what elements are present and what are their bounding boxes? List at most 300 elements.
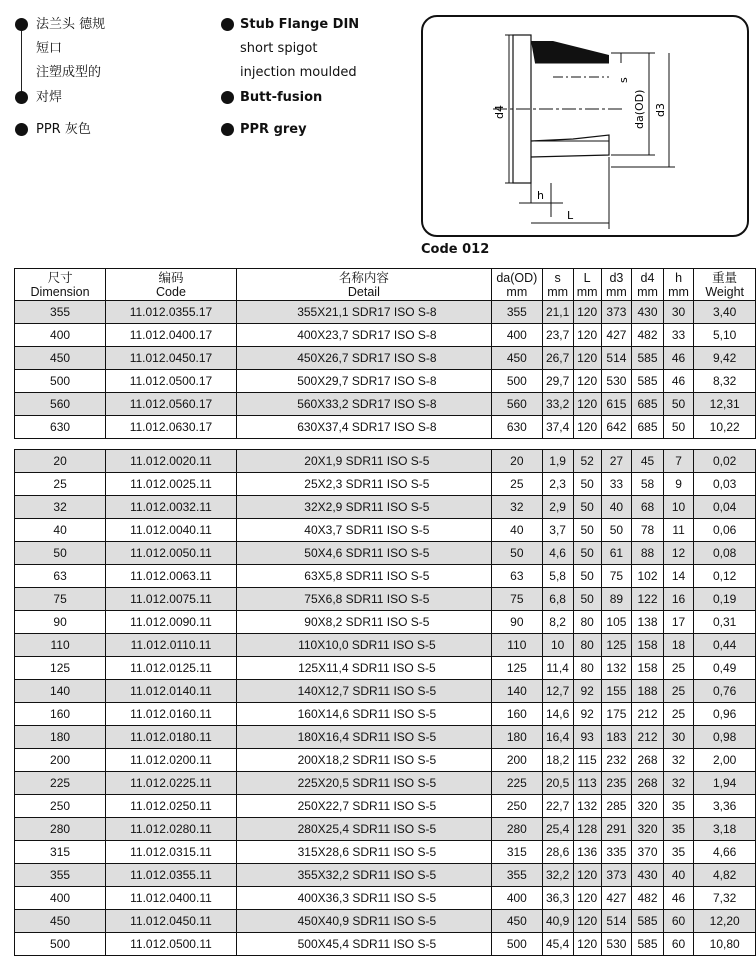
table-cell: 11.012.0400.17 (106, 324, 237, 347)
column-header (601, 269, 632, 301)
table-cell: 400X23,7 SDR17 ISO S-8 (236, 324, 491, 347)
bullet-dot (15, 91, 28, 104)
table-cell: 128 (573, 818, 601, 841)
table-cell: 500 (492, 370, 543, 393)
spec-table-body (15, 301, 756, 956)
table-row (15, 393, 756, 416)
table-cell: 120 (573, 933, 601, 956)
table-cell: 400 (15, 324, 106, 347)
table-cell: 6,8 (542, 588, 573, 611)
table-cell: 27 (601, 450, 632, 473)
table-row (15, 542, 756, 565)
table-cell: 11.012.0355.11 (106, 864, 237, 887)
table-cell: 373 (601, 301, 632, 324)
table-cell: 45 (632, 450, 663, 473)
bullet-dot (221, 91, 234, 104)
table-cell: 3,40 (694, 301, 756, 324)
table-cell: 40 (601, 496, 632, 519)
table-cell: 33 (601, 473, 632, 496)
table-row (15, 657, 756, 680)
table-cell: 1,9 (542, 450, 573, 473)
table-cell: 110X10,0 SDR11 ISO S-5 (236, 634, 491, 657)
table-cell: 268 (632, 749, 663, 772)
table-cell: 92 (573, 703, 601, 726)
table-cell: 120 (573, 393, 601, 416)
table-cell: 11.012.0032.11 (106, 496, 237, 519)
table-cell: 482 (632, 324, 663, 347)
column-header (663, 269, 694, 301)
table-cell: 90X8,2 SDR11 ISO S-5 (236, 611, 491, 634)
bullet-dot (15, 123, 28, 136)
table-cell: 370 (632, 841, 663, 864)
table-cell: 125 (601, 634, 632, 657)
header-en-line: short spigot (240, 41, 318, 56)
table-cell: 17 (663, 611, 694, 634)
spec-table-header (15, 269, 756, 301)
column-header (15, 269, 106, 301)
table-cell: 11.012.0250.11 (106, 795, 237, 818)
table-cell: 585 (632, 933, 663, 956)
table-cell: 14 (663, 565, 694, 588)
table-cell: 285 (601, 795, 632, 818)
column-header-line: Dimension (30, 284, 90, 299)
table-cell: 0,08 (694, 542, 756, 565)
table-cell: 11,4 (542, 657, 573, 680)
table-cell: 25 (663, 703, 694, 726)
table-cell: 1,94 (694, 772, 756, 795)
table-row (15, 347, 756, 370)
table-cell: 23,7 (542, 324, 573, 347)
table-cell: 40 (492, 519, 543, 542)
table-cell: 155 (601, 680, 632, 703)
table-cell: 36,3 (542, 887, 573, 910)
table-cell: 500X45,4 SDR11 ISO S-5 (236, 933, 491, 956)
table-cell: 175 (601, 703, 632, 726)
header-zh-line: 注塑成型的 (36, 65, 102, 80)
table-cell: 25 (663, 680, 694, 703)
table-cell: 10,80 (694, 933, 756, 956)
table-cell: 16,4 (542, 726, 573, 749)
table-cell: 225 (15, 772, 106, 795)
table-cell: 33 (663, 324, 694, 347)
table-cell: 0,76 (694, 680, 756, 703)
table-cell: 11.012.0500.11 (106, 933, 237, 956)
table-row (15, 795, 756, 818)
table-row (15, 301, 756, 324)
table-cell: 63 (492, 565, 543, 588)
table-row (15, 726, 756, 749)
table-cell: 25 (15, 473, 106, 496)
table-cell: 3,36 (694, 795, 756, 818)
table-cell: 26,7 (542, 347, 573, 370)
table-cell: 90 (492, 611, 543, 634)
table-cell: 61 (601, 542, 632, 565)
table-cell: 10 (663, 496, 694, 519)
header-zh-line: PPR 灰色 (36, 122, 91, 137)
table-cell: 120 (573, 370, 601, 393)
table-cell: 11.012.0040.11 (106, 519, 237, 542)
table-cell: 0,03 (694, 473, 756, 496)
table-cell: 514 (601, 347, 632, 370)
table-row (15, 588, 756, 611)
bullet-dot (221, 123, 234, 136)
table-cell: 235 (601, 772, 632, 795)
table-cell: 88 (632, 542, 663, 565)
table-cell: 315X28,6 SDR11 ISO S-5 (236, 841, 491, 864)
table-cell: 250X22,7 SDR11 ISO S-5 (236, 795, 491, 818)
technical-drawing (421, 15, 749, 237)
table-cell: 320 (632, 795, 663, 818)
table-cell: 0,49 (694, 657, 756, 680)
table-cell: 20 (15, 450, 106, 473)
table-cell: 46 (663, 347, 694, 370)
table-cell: 4,6 (542, 542, 573, 565)
table-cell: 500 (492, 933, 543, 956)
table-cell: 11.012.0075.11 (106, 588, 237, 611)
table-cell: 0,02 (694, 450, 756, 473)
table-cell: 32 (663, 772, 694, 795)
table-cell: 78 (632, 519, 663, 542)
label-d4: d4 (493, 105, 506, 119)
table-cell: 615 (601, 393, 632, 416)
table-cell: 40 (15, 519, 106, 542)
table-row (15, 496, 756, 519)
flange-drawing (423, 17, 747, 235)
column-header-line: mm (506, 284, 528, 299)
table-cell: 560X33,2 SDR17 ISO S-8 (236, 393, 491, 416)
table-cell: 50 (573, 473, 601, 496)
column-header-line: d3 (609, 270, 624, 285)
table-cell: 60 (663, 933, 694, 956)
header-en-line: PPR grey (240, 122, 307, 137)
table-cell: 122 (632, 588, 663, 611)
table-cell: 11.012.0315.11 (106, 841, 237, 864)
table-cell: 280 (492, 818, 543, 841)
table-cell: 642 (601, 416, 632, 439)
table-cell: 110 (15, 634, 106, 657)
table-cell: 50 (573, 542, 601, 565)
table-cell: 335 (601, 841, 632, 864)
table-cell: 50 (573, 519, 601, 542)
table-cell: 158 (632, 634, 663, 657)
table-cell: 160X14,6 SDR11 ISO S-5 (236, 703, 491, 726)
table-row (15, 473, 756, 496)
table-row (15, 370, 756, 393)
table-cell: 12,20 (694, 910, 756, 933)
table-cell: 11.012.0025.11 (106, 473, 237, 496)
table-cell: 25 (492, 473, 543, 496)
table-cell: 685 (632, 393, 663, 416)
table-cell: 450X40,9 SDR11 ISO S-5 (236, 910, 491, 933)
table-cell: 250 (15, 795, 106, 818)
table-cell: 8,32 (694, 370, 756, 393)
table-cell: 560 (492, 393, 543, 416)
column-header-line: mm (668, 284, 689, 299)
table-cell: 3,7 (542, 519, 573, 542)
table-cell: 180X16,4 SDR11 ISO S-5 (236, 726, 491, 749)
table-cell: 18 (663, 634, 694, 657)
table-row (15, 703, 756, 726)
table-cell: 80 (573, 657, 601, 680)
table-cell: 75X6,8 SDR11 ISO S-5 (236, 588, 491, 611)
table-cell: 113 (573, 772, 601, 795)
column-header (573, 269, 601, 301)
column-header-line: Detail (347, 284, 380, 299)
table-cell: 232 (601, 749, 632, 772)
table-cell: 355 (492, 301, 543, 324)
header-zh-line: 短口 (36, 41, 63, 56)
table-row (15, 680, 756, 703)
table-cell: 115 (573, 749, 601, 772)
table-cell: 68 (632, 496, 663, 519)
table-cell: 0,44 (694, 634, 756, 657)
table-cell: 125 (15, 657, 106, 680)
table-cell: 30 (663, 726, 694, 749)
table-cell: 11.012.0630.17 (106, 416, 237, 439)
table-cell: 35 (663, 795, 694, 818)
table-cell: 0,06 (694, 519, 756, 542)
table-cell: 250 (492, 795, 543, 818)
table-cell: 355 (492, 864, 543, 887)
table-cell: 11.012.0180.11 (106, 726, 237, 749)
column-header (632, 269, 663, 301)
table-cell: 105 (601, 611, 632, 634)
group-separator (15, 439, 756, 450)
table-cell: 0,04 (694, 496, 756, 519)
column-header-line: Code (156, 284, 186, 299)
header-en-line: injection moulded (240, 65, 357, 80)
table-cell: 11.012.0110.11 (106, 634, 237, 657)
table-cell: 355 (15, 864, 106, 887)
table-cell: 514 (601, 910, 632, 933)
header-zh-line: 对焊 (36, 90, 63, 105)
column-header-line: s (554, 270, 561, 285)
table-cell: 450X26,7 SDR17 ISO S-8 (236, 347, 491, 370)
table-cell: 9 (663, 473, 694, 496)
table-cell: 11.012.0125.11 (106, 657, 237, 680)
table-cell: 0,98 (694, 726, 756, 749)
table-cell: 11.012.0280.11 (106, 818, 237, 841)
table-cell: 120 (573, 324, 601, 347)
table-cell: 11.012.0450.11 (106, 910, 237, 933)
table-cell: 280 (15, 818, 106, 841)
group-separator-cell (15, 439, 756, 450)
column-header-line: da(OD) (496, 270, 538, 285)
table-cell: 450 (492, 910, 543, 933)
table-row (15, 841, 756, 864)
column-header-line: h (675, 270, 683, 285)
table-cell: 25X2,3 SDR11 ISO S-5 (236, 473, 491, 496)
table-cell: 33,2 (542, 393, 573, 416)
table-cell: 60 (663, 910, 694, 933)
table-cell: 180 (15, 726, 106, 749)
table-cell: 685 (632, 416, 663, 439)
table-row (15, 416, 756, 439)
table-cell: 35 (663, 841, 694, 864)
table-cell: 188 (632, 680, 663, 703)
table-row (15, 324, 756, 347)
bullet-dot (221, 18, 234, 31)
table-cell: 500 (15, 370, 106, 393)
table-cell: 560 (15, 393, 106, 416)
table-cell: 50 (15, 542, 106, 565)
table-cell: 630X37,4 SDR17 ISO S-8 (236, 416, 491, 439)
label-da: da(OD) (633, 89, 646, 129)
table-cell: 90 (15, 611, 106, 634)
table-cell: 102 (632, 565, 663, 588)
table-row (15, 634, 756, 657)
table-cell: 11.012.0400.11 (106, 887, 237, 910)
label-L: L (567, 209, 574, 222)
table-cell: 28,6 (542, 841, 573, 864)
table-cell: 355X32,2 SDR11 ISO S-5 (236, 864, 491, 887)
table-cell: 9,42 (694, 347, 756, 370)
table-cell: 50 (573, 496, 601, 519)
table-cell: 450 (15, 347, 106, 370)
table-cell: 11.012.0050.11 (106, 542, 237, 565)
table-cell: 12 (663, 542, 694, 565)
table-cell: 25,4 (542, 818, 573, 841)
table-cell: 50 (573, 588, 601, 611)
table-cell: 132 (601, 657, 632, 680)
table-cell: 30 (663, 301, 694, 324)
table-cell: 11.012.0020.11 (106, 450, 237, 473)
table-row (15, 749, 756, 772)
table-cell: 280X25,4 SDR11 ISO S-5 (236, 818, 491, 841)
table-cell: 400 (492, 887, 543, 910)
column-header-line: L (583, 270, 591, 285)
table-cell: 58 (632, 473, 663, 496)
table-cell: 45,4 (542, 933, 573, 956)
table-cell: 120 (573, 864, 601, 887)
column-header-line: 重量 (712, 270, 738, 285)
table-cell: 315 (492, 841, 543, 864)
table-cell: 11.012.0063.11 (106, 565, 237, 588)
table-cell: 20X1,9 SDR11 ISO S-5 (236, 450, 491, 473)
table-cell: 140 (15, 680, 106, 703)
table-cell: 212 (632, 703, 663, 726)
table-cell: 12,31 (694, 393, 756, 416)
table-cell: 482 (632, 887, 663, 910)
table-cell: 50 (492, 542, 543, 565)
table-cell: 158 (632, 657, 663, 680)
table-cell: 11.012.0160.11 (106, 703, 237, 726)
table-cell: 200X18,2 SDR11 ISO S-5 (236, 749, 491, 772)
table-cell: 89 (601, 588, 632, 611)
table-cell: 268 (632, 772, 663, 795)
table-cell: 400 (492, 324, 543, 347)
table-cell: 7 (663, 450, 694, 473)
table-cell: 4,82 (694, 864, 756, 887)
column-header-line: mm (576, 284, 598, 299)
table-cell: 75 (601, 565, 632, 588)
table-cell: 183 (601, 726, 632, 749)
header-en-line: Butt-fusion (240, 90, 323, 105)
table-cell: 21,1 (542, 301, 573, 324)
table-cell: 4,66 (694, 841, 756, 864)
header-zh-line: 法兰头 德规 (36, 17, 106, 32)
table-cell: 160 (492, 703, 543, 726)
label-h: h (537, 189, 544, 202)
table-cell: 32X2,9 SDR11 ISO S-5 (236, 496, 491, 519)
table-cell: 32 (492, 496, 543, 519)
table-cell: 125 (492, 657, 543, 680)
table-cell: 92 (573, 680, 601, 703)
header-row (15, 269, 756, 301)
spec-table (14, 268, 756, 956)
table-cell: 530 (601, 370, 632, 393)
table-row (15, 933, 756, 956)
table-cell: 225X20,5 SDR11 ISO S-5 (236, 772, 491, 795)
table-cell: 20,5 (542, 772, 573, 795)
bullet-dot (15, 18, 28, 31)
bullet-connector (21, 25, 22, 100)
table-cell: 2,9 (542, 496, 573, 519)
table-cell: 40,9 (542, 910, 573, 933)
table-cell: 11.012.0450.17 (106, 347, 237, 370)
table-cell: 11.012.0090.11 (106, 611, 237, 634)
table-cell: 0,12 (694, 565, 756, 588)
table-cell: 11.012.0500.17 (106, 370, 237, 393)
table-cell: 50 (663, 393, 694, 416)
table-cell: 120 (573, 347, 601, 370)
table-cell: 10 (542, 634, 573, 657)
table-cell: 450 (15, 910, 106, 933)
table-cell: 37,4 (542, 416, 573, 439)
table-cell: 32 (663, 749, 694, 772)
table-cell: 430 (632, 864, 663, 887)
table-cell: 20 (492, 450, 543, 473)
column-header (106, 269, 237, 301)
table-cell: 22,7 (542, 795, 573, 818)
table-cell: 16 (663, 588, 694, 611)
column-header-line: d4 (640, 270, 655, 285)
table-cell: 320 (632, 818, 663, 841)
table-cell: 5,10 (694, 324, 756, 347)
table-cell: 18,2 (542, 749, 573, 772)
table-cell: 140X12,7 SDR11 ISO S-5 (236, 680, 491, 703)
table-cell: 138 (632, 611, 663, 634)
table-cell: 50 (573, 565, 601, 588)
column-header (694, 269, 756, 301)
table-cell: 355 (15, 301, 106, 324)
column-header-line: mm (637, 284, 658, 299)
table-cell: 136 (573, 841, 601, 864)
table-cell: 11.012.0200.11 (106, 749, 237, 772)
table-cell: 80 (573, 611, 601, 634)
table-row (15, 818, 756, 841)
table-cell: 52 (573, 450, 601, 473)
table-cell: 120 (573, 910, 601, 933)
label-s: s (617, 77, 630, 83)
table-cell: 75 (492, 588, 543, 611)
column-header-line: 尺寸 (47, 270, 73, 285)
table-row (15, 611, 756, 634)
table-row (15, 887, 756, 910)
table-cell: 75 (15, 588, 106, 611)
table-cell: 120 (573, 887, 601, 910)
table-cell: 200 (492, 749, 543, 772)
table-cell: 32 (15, 496, 106, 519)
table-cell: 14,6 (542, 703, 573, 726)
column-header-line: mm (606, 284, 627, 299)
table-cell: 35 (663, 818, 694, 841)
table-row (15, 519, 756, 542)
column-header-line: 编码 (158, 270, 184, 285)
table-cell: 2,3 (542, 473, 573, 496)
table-cell: 427 (601, 324, 632, 347)
column-header-line: 名称内容 (338, 270, 389, 285)
